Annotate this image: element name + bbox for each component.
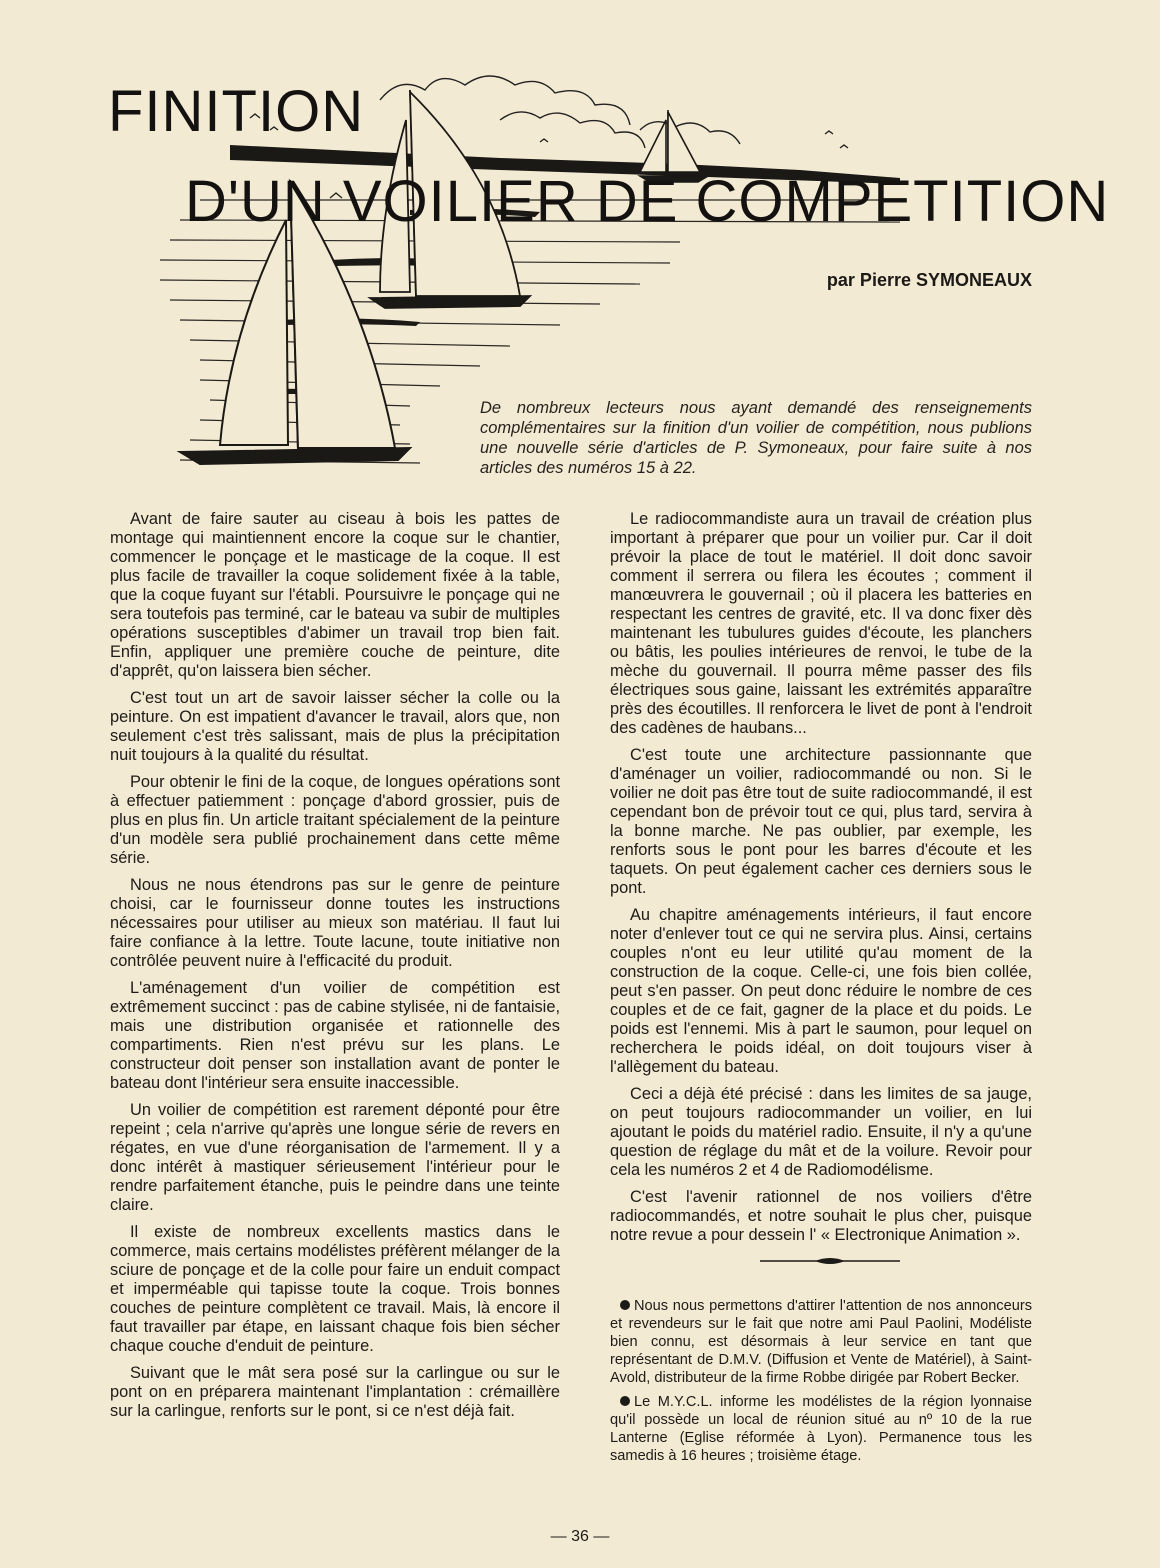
paragraph: Pour obtenir le fini de la coque, de longues opérations sont à effectuer patiemment : ponçage d'abord grossier, puis de plus en plus fin. Un article traitant spécialement de la peinture d'un modèle sera publié prochainement dans cette même série. (110, 773, 560, 867)
paragraph: Nous ne nous étendrons pas sur le genre de peinture choisi, car le fournisseur donne toutes les instructions nécessaires pour utiliser au mieux son matériau. Il faut lui faire confiance à la lettre. Toute lacune, toute initiative non contrôlée peuvent nuire à l'efficacité du produit. (110, 876, 560, 970)
page-number: — 36 — (550, 1528, 610, 1545)
paragraph: C'est l'avenir rationnel de nos voiliers d'être radiocommandés, et notre souhait le plus cher, puisque notre revue a pour dessein l' « Electronique Animation ». (610, 1188, 1032, 1244)
paragraph: L'aménagement d'un voilier de compétition est extrêmement succinct : pas de cabine stylisée, ni de fantaisie, mais une distribution organisée et rationnelle des compartiments. Rien n'est prévu sur les plans. Le constructeur doit penser son installation avant de ponter le bateau dont l'intérieur sera ensuite inaccessible. (110, 979, 560, 1092)
note-item (610, 1393, 1032, 1465)
paragraph: Le radiocommandiste aura un travail de création plus important à préparer que pour un voilier pur. Car il doit prévoir la place de tout le matériel. Il doit donc savoir comment il serrera ou filera les écoutes ; comment il manœuvrera le gouvernail ; où il placera les batteries en respectant les centres de gravité, etc. Il va donc fixer dès maintenant les tubulures guides d'écoute, les planchers ou bâtis, les poulies intérieures de renvoi, le tube de la mèche du gouvernail. Il pourra même passer des fils électriques sous gaine, laissant les extrémités apparaître près des écoutilles. Il renforcera le livet de pont à l'endroit des cadènes de haubans... (610, 510, 1032, 737)
paragraph: Avant de faire sauter au ciseau à bois les pattes de montage qui maintiennent encore la coque sur le chantier, commencer le ponçage et le masticage de la coque. Il est plus facile de travailler la coque solidement fixée à la table, que la coque fuyant sur l'établi. Poursuivre le ponçage qui ne sera toutefois pas terminé, car le bateau va subir de multiples opérations susceptibles d'abimer un travail trop bien fait. Enfin, appliquer une première couche de peinture, dite d'apprêt, qu'on laissera bien sécher. (110, 510, 560, 680)
article-title-line2: D'UN VOILIER DE COMPETITION (185, 169, 1110, 234)
left-column (110, 510, 560, 1429)
divider-ornament (760, 1255, 900, 1267)
note-item (610, 1297, 1032, 1387)
right-column (610, 510, 1032, 1471)
note-text: Nous nous permettons d'attirer l'attention de nos annonceurs et revendeurs sur le fait que notre ami Paul Paolini, Modéliste bien connu, est désormais à leur service en tant que représentant de D.M.V. (Diffusion et Vente de Matériel), à Saint-Avold, distributeur de la firme Robbe dirigée par Robert Becker. (610, 1298, 1032, 1386)
paragraph: C'est toute une architecture passionnante que d'aménager un voilier, radiocommandé ou non. Si le voilier ne doit pas être tout de suite radiocommandé, il est cependant bon de prévoir tout ce qui, plus tard, servira à la bonne marche. Ne pas oublier, par exemple, les renforts sous le pont pour les barres d'écoute et les taquets. On peut également cacher ces derniers sous le pont. (610, 746, 1032, 897)
bullet-icon (620, 1300, 630, 1310)
paragraph: Suivant que le mât sera posé sur la carlingue ou sur le pont on en préparera maintenant l'implantation : crémaillère sur la carlingue, renforts sur le pont, si ce n'est déjà fait. (110, 1364, 560, 1420)
bullet-icon (620, 1396, 630, 1406)
article-intro: De nombreux lecteurs nous ayant demandé des renseignements complémentaires sur la finition d'un voilier de compétition, nous publions une nouvelle série d'articles de P. Symoneaux, pour faire suite à nos articles des numéros 15 à 22. (480, 399, 1032, 477)
note-text: Le M.Y.C.L. informe les modélistes de la région lyonnaise qu'il possède un local de réunion situé au nº 10 de la rue Lanterne (Eglise réformée à Lyon). Permanence tous les samedis à 16 heures ; troisième étage. (610, 1394, 1032, 1464)
article-author: par Pierre SYMONEAUX (826, 270, 1032, 290)
article-title-line1: FINITION (108, 79, 365, 144)
paragraph: Il existe de nombreux excellents mastics dans le commerce, mais certains modélistes préfèrent mélanger de la sciure de ponçage et de la colle pour faire un enduit compact et imperméable qui tapisse toute la coque. Trois bonnes couches de peinture complètent ce travail. Mais, là encore il faut travailler par étape, en laissant chaque fois bien sécher chaque couche d'enduit de peinture. (110, 1223, 560, 1355)
paragraph: Au chapitre aménagements intérieurs, il faut encore noter d'enlever tout ce qui ne servira plus. Ainsi, certains couples n'ont eu leur utilité qu'au moment de la construction de la coque. Celle-ci, une fois bien collée, peut s'en passer. On peut donc réduire le nombre de ces couples et de ce fait, gagner de la place et du poids. Le poids est l'ennemi. Mis à part le saumon, pour lequel on recherchera le poids idéal, on doit toujours viser à l'allègement du bateau. (610, 906, 1032, 1076)
paragraph: C'est tout un art de savoir laisser sécher la colle ou la peinture. On est impatient d'avancer le travail, alors que, non seulement c'est très salissant, mais de plus la précipitation nuit toujours à la qualité du résultat. (110, 689, 560, 764)
notes-section (610, 1297, 1032, 1465)
paragraph: Un voilier de compétition est rarement déponté pour être repeint ; cela n'arrive qu'après une longue série de revers en régates, en vue d'une réorganisation de l'armement. Il y a donc intérêt à mastiquer sérieusement l'intérieur pour le rendre parfaitement étanche, puis le peindre dans une teinte claire. (110, 1101, 560, 1214)
paragraph: Ceci a déjà été précisé : dans les limites de sa jauge, on peut toujours radiocommander un voilier, en lui ajoutant le poids du matériel radio. Ensuite, il n'y a qu'une question de réglage du mât et de la voilure. Revoir pour cela les numéros 2 et 4 de Radiomodélisme. (610, 1085, 1032, 1179)
